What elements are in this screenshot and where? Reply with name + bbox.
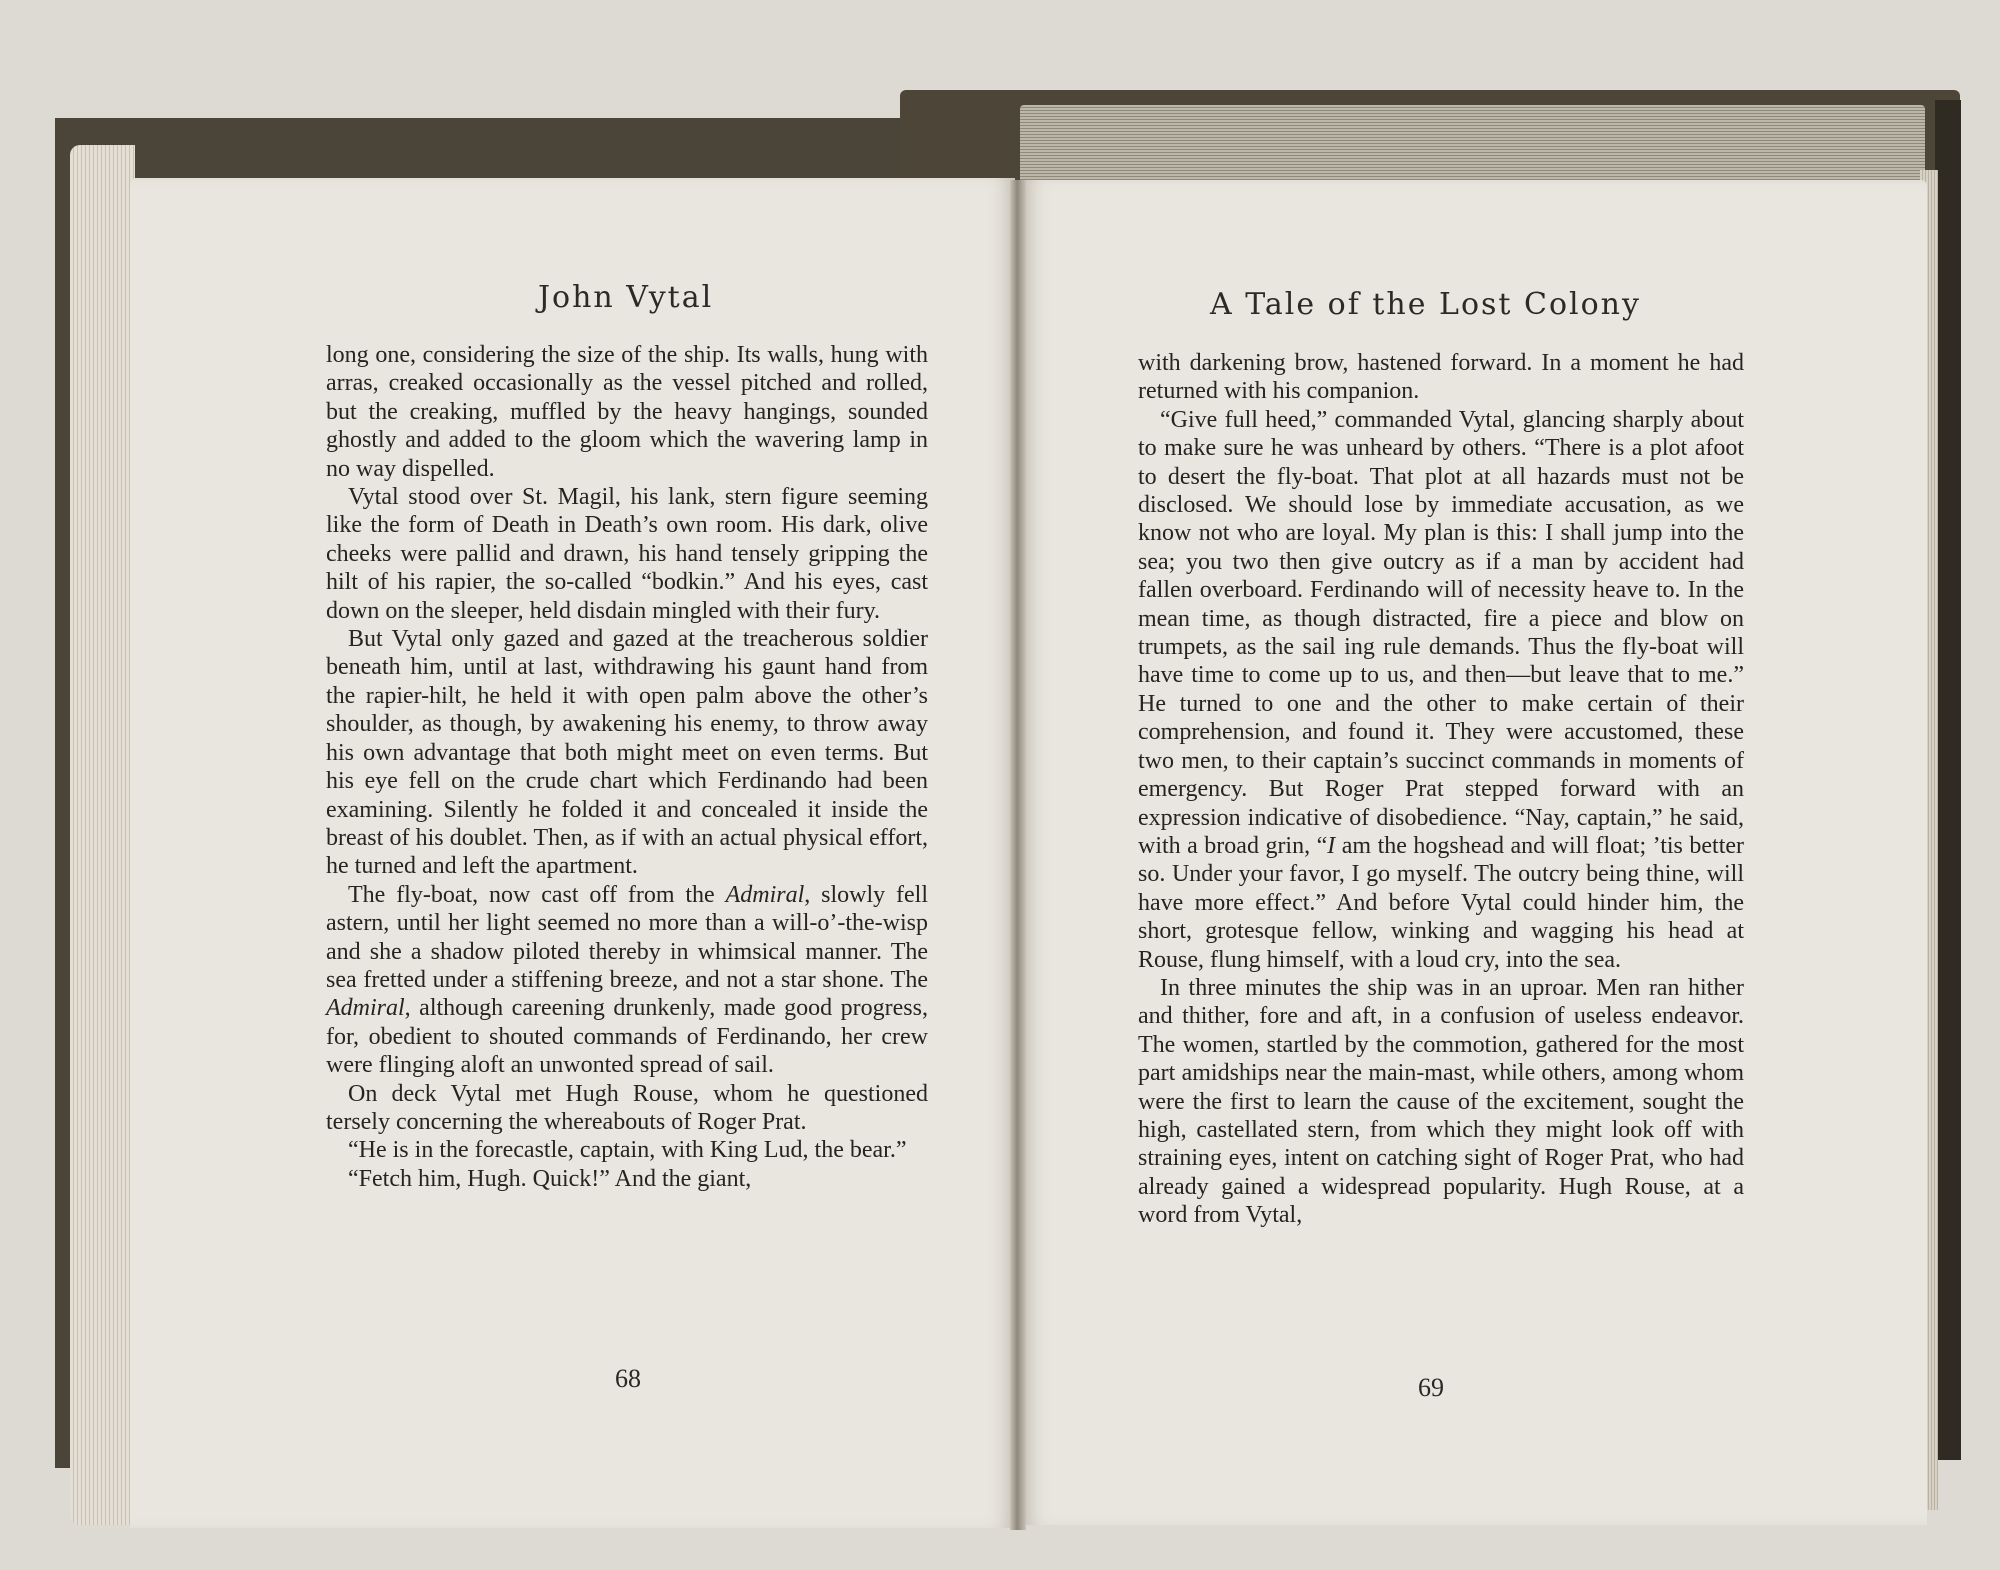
left-paragraph-5: On deck Vytal met Hugh Rouse, whom he questioned tersely concerning the whereabouts of Roger Prat. <box>326 1080 928 1135</box>
left-paragraph-4-part-c: , although careening drunkenly, made good progress, for, obedient to shouted commands of Ferdinando, her crew were flinging aloft an unwonted spread of sail. <box>326 995 928 1079</box>
left-page-text <box>326 341 928 1193</box>
right-paragraph-2-part-a: “Give full heed,” commanded Vytal, glancing sharply about to make sure he was unheard by others. “There is a plot afoot to desert the fly-boat. That plot at all hazards must not be disclosed. We should lose by immediate accusation, as we know not who are loyal. My plan is this: I shall jump into the sea; you two then give outcry as if a man by accident had fallen overboard. Ferdinando will of necessity heave to. In the mean time, as though distracted, fire a piece and blow on trumpets, as the sail ing rule demands. Thus the fly-boat will have time to come up to us, and then—but leave that to me.” He turned to one and the other to make certain of their comprehension, and found it. They were accustomed, these two men, to their captain’s succinct commands in moments of emergency. But Roger Prat stepped forward with an expression indicative of disobedience. “Nay, captain,” he said, with a broad grin, “ <box>1138 406 1744 859</box>
left-paragraph-4 <box>326 881 928 1080</box>
left-paragraph-1: long one, considering the size of the ship. Its walls, hung with arras, creaked occasionally as the vessel pitched and rolled, but the creaking, muffled by the heavy hangings, sounded ghostly and added to the gloom which the wavering lamp in no way dispelled. <box>326 342 928 482</box>
left-paragraph-6: “He is in the forecastle, captain, with King Lud, the bear.” <box>348 1137 907 1164</box>
right-paragraph-2-part-b: am the hogshead and will float; ’tis better so. Under your favor, I go myself. The outcry being thine, will have more effect.” And before Vytal could hinder him, the short, grotesque fellow, winking and wagging his head at Rouse, flung himself, with a loud cry, into the sea. <box>1138 832 1745 973</box>
left-paragraph-4-part-a: The fly-boat, now cast off from the <box>348 881 726 908</box>
left-paragraph-2: Vytal stood over St. Magil, his lank, stern figure seeming like the form of Death in Death’s own room. His dark, olive cheeks were pallid and drawn, his hand tensely gripping the hilt of his rapier, the so-called “bodkin.” And his eyes, cast down on the sleeper, held disdain mingled with their fury. <box>326 484 928 624</box>
book-cover-edge <box>1935 100 1961 1460</box>
left-paragraph-3: But Vytal only gazed and gazed at the treacherous soldier beneath him, until at last, withdrawing his gaunt hand from the rapier-hilt, he held it with open palm above the other’s shoulder, as though, by awakening his enemy, to throw away his own advantage that both might meet on even terms. But his eye fell on the crude chart which Ferdinando had been examining. Silently he folded it and concealed it inside the breast of his doublet. Then, as if with an actual physical effort, he turned and left the apartment. <box>326 626 928 880</box>
right-running-head: A Tale of the Lost Colony <box>1210 287 1641 322</box>
emphasis-i: I <box>1327 832 1336 859</box>
spine-gutter <box>1010 180 1026 1530</box>
left-running-head: John Vytal <box>538 280 714 315</box>
left-paragraph-4-part-b: , slowly fell astern, until her light seemed no more than a will-o’-the-wisp and she a shadow piloted thereby in whimsical manner. The sea fretted under a stiffening breeze, and not a star shone. The <box>326 881 928 993</box>
left-paragraph-7: “Fetch him, Hugh. Quick!” And the giant, <box>348 1165 752 1192</box>
right-page-number: 69 <box>1418 1373 1444 1402</box>
page-block-left-edge <box>70 145 135 1525</box>
page-block-top <box>1020 105 1925 185</box>
right-page-text <box>1138 349 1744 1230</box>
right-paragraph-3: In three minutes the ship was in an uproar. Men ran hither and thither, fore and aft, in a confusion of useless endeavor. The women, startled by the commotion, gathered for the most part amidships near the main-mast, while others, among whom were the first to learn the cause of the excitement, sought the high, castellated stern, from which they might look off with straining eyes, intent on catching sight of Roger Prat, who had already gained a widespread popularity. Hugh Rouse, at a word from Vytal, <box>1138 974 1744 1229</box>
right-paragraph-2 <box>1138 406 1744 974</box>
ship-name-admiral: Admiral <box>725 881 805 908</box>
right-paragraph-1: with darkening brow, hastened forward. In a moment he had returned with his companion. <box>1138 350 1744 405</box>
ship-name-admiral: Admiral <box>326 995 405 1022</box>
left-page-number: 68 <box>615 1364 641 1393</box>
